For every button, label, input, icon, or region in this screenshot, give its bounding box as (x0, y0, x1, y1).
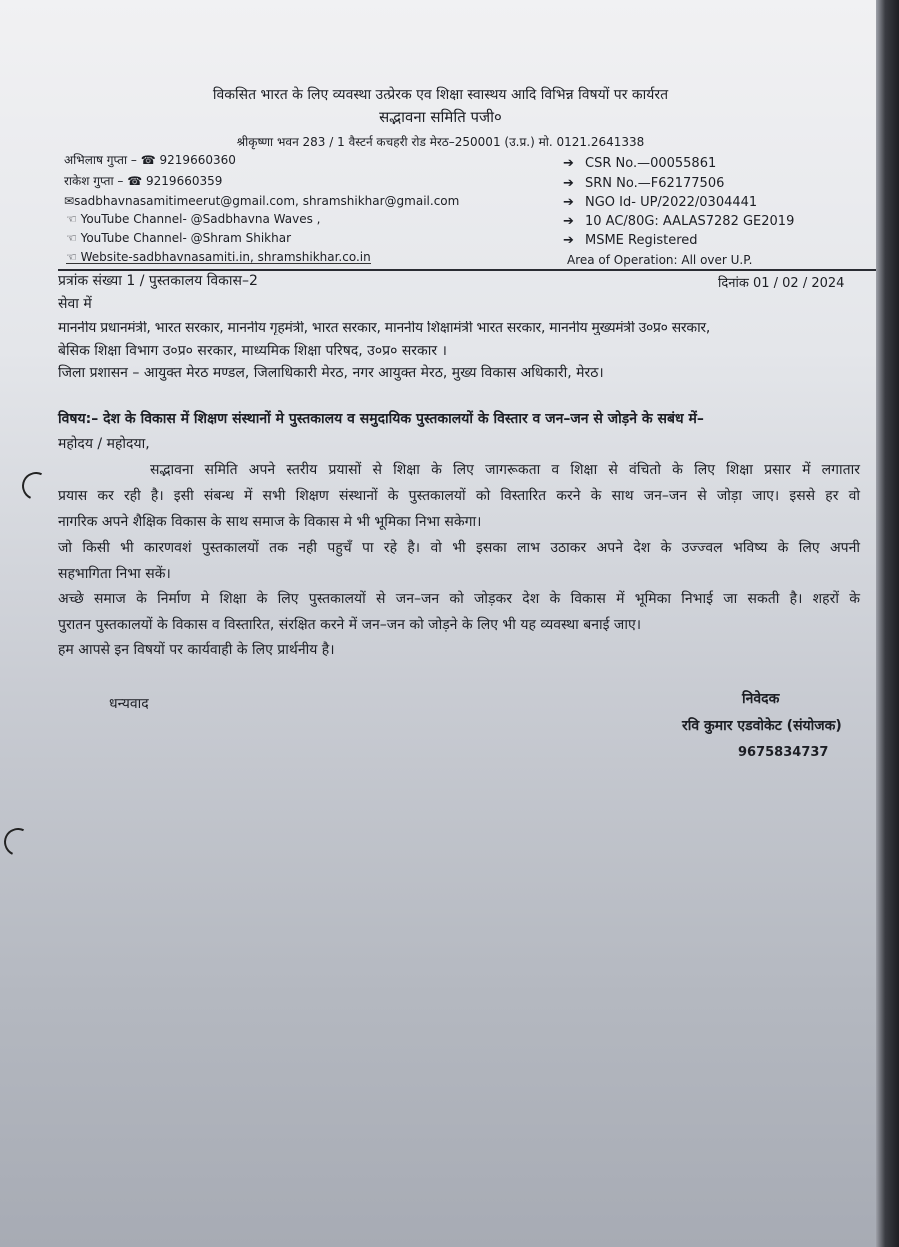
salutation-to: सेवा में (58, 296, 92, 312)
registration-item: ➔ MSME Registered (563, 233, 698, 248)
email-addresses: sadbhavnasamitimeerut@gmail.com, shramshikhar@gmail.com (74, 194, 460, 208)
arrow-right-icon: ➔ (563, 156, 574, 171)
contact-name: अभिलाष गुप्ता – (64, 153, 137, 167)
org-name: सद्भावना समिति पजी० (379, 108, 502, 126)
arrow-right-icon: ➔ (563, 176, 574, 191)
contact-name: राकेश गुप्ता – (64, 174, 124, 188)
email-line (64, 195, 459, 207)
greeting: महोदय / महोदया, (58, 436, 150, 452)
website-line (66, 251, 371, 264)
signatory-name: रवि कुमार एडवोकेट (संयोजक) (682, 718, 842, 734)
body-line: पुरातन पुस्तकालयों के विकास व विस्तारित, संरक्षित करने में जन–जन को जोड़ने के लिए भी यह व्यवस्था बनाई जाए। (58, 617, 641, 633)
youtube-line (66, 213, 320, 225)
pointing-hand-icon: ☜ (66, 250, 77, 264)
youtube-channel-2: YouTube Channel- @Shram Shikhar (80, 231, 292, 245)
area-of-operation: Area of Operation: All over U.P. (567, 253, 753, 267)
recipient-line: जिला प्रशासन – आयुक्त मेरठ मण्डल, जिलाधिकारी मेरठ, नगर आयुक्त मेरठ, मुख्य विकास अधिकारी, मेरठ। (58, 365, 604, 381)
letter-date: दिनांक 01 / 02 / 2024 (718, 276, 845, 291)
registration-item: ➔ SRN No.—F62177506 (563, 176, 725, 191)
body-line: हम आपसे इन विषयों पर कार्यवाही के लिए प्रार्थनीय है। (58, 642, 335, 658)
contact-phone: 9219660359 (146, 174, 223, 188)
youtube-line (66, 232, 291, 244)
body-line: सहभागिता निभा सकें। (58, 566, 171, 582)
contact-row (64, 154, 236, 166)
pointing-hand-icon: ☜ (66, 231, 77, 245)
letterhead-divider (58, 269, 883, 271)
body-line: सद्भावना समिति अपने स्तरीय प्रयासों से शिक्षा के लिए जागरूकता व शिक्षा से वंचितो के लिए शिक्षा प्रसार में लगातार (150, 462, 860, 478)
registration-item: ➔ 10 AC/80G: AALAS7282 GE2019 (563, 214, 795, 229)
phone-icon: ☎ (127, 174, 143, 188)
website: Website-sadbhavnasamiti.in, shramshikhar.co.in (80, 250, 371, 264)
pointing-hand-icon: ☜ (66, 212, 77, 226)
contact-row (64, 175, 222, 187)
body-line: प्रयास कर रही है। इसी संबन्ध में सभी शिक्षण संस्थानों के पुस्तकालयों को विस्तारित करने के साथ जन–जन से जोड़ा जाए। इससे हर वो (58, 488, 860, 504)
signoff-label: निवेदक (742, 691, 780, 707)
arrow-right-icon: ➔ (563, 195, 574, 210)
youtube-channel-1: YouTube Channel- @Sadbhavna Waves , (80, 212, 321, 226)
letterhead-tagline: विकसित भारत के लिए व्यवस्था उत्प्रेरक एव शिक्षा स्वास्थय आदि विभिन्न विषयों पर कार्यरत (212, 87, 669, 103)
reference-number: प्रत्रांक संख्या 1 / पुस्तकालय विकास–2 (58, 273, 258, 289)
subject-text: देश के विकास में शिक्षण संस्थानों मे पुस्तकालय व समुदायिक पुस्तकालयों के विस्तार व जन–जन से जोड़ने के सबंध में– (103, 411, 704, 427)
signatory-phone: 9675834737 (738, 745, 829, 760)
thanks: धन्यवाद (109, 696, 149, 712)
subject-label: विषय:– (58, 411, 99, 427)
punch-hole-mark (18, 468, 54, 504)
registration-item: ➔ NGO Id- UP/2022/0304441 (563, 195, 758, 210)
envelope-icon: ✉ (64, 194, 75, 208)
arrow-right-icon: ➔ (563, 233, 574, 248)
body-line: अच्छे समाज के निर्माण मे शिक्षा के लिए पुस्तकालयों से जन–जन को जोड़कर देश के विकास में भूमिका निभाई जा सकती है। शहरों के (58, 591, 860, 607)
page-edge-shadow (876, 0, 899, 1247)
recipient-line: माननीय प्रधानमंत्री, भारत सरकार, माननीय गृहमंत्री, भारत सरकार, माननीय शिक्षामंत्री भारत सरकार, माननीय मुख्यमंत्री उ०प्र० सरकार, (58, 321, 710, 335)
registration-item: ➔ CSR No.—00055861 (563, 156, 717, 171)
recipient-line: बेसिक शिक्षा विभाग उ०प्र० सरकार, माध्यमिक शिक्षा परिषद, उ०प्र० सरकार । (58, 343, 447, 359)
contact-phone: 9219660360 (159, 153, 236, 167)
phone-icon: ☎ (140, 153, 156, 167)
body-line: नागरिक अपने शैक्षिक विकास के साथ समाज के विकास मे भी भूमिका निभा सकेगा। (58, 514, 482, 530)
body-line: जो किसी भी कारणवशं पुस्तकालयों तक नही पहुचँ पा रहे है। वो भी इसका लाभ उठाकर अपने देश के उज्ज्वल भविष्य के लिए अपनी (58, 540, 860, 556)
punch-hole-mark (0, 824, 36, 860)
org-address: श्रीकृष्णा भवन 283 / 1 वैस्टर्न कचहरी रोड मेरठ–250001 (उ.प्र.) मो. 0121.2641338 (236, 135, 645, 149)
subject-line (58, 412, 704, 426)
arrow-right-icon: ➔ (563, 214, 574, 229)
